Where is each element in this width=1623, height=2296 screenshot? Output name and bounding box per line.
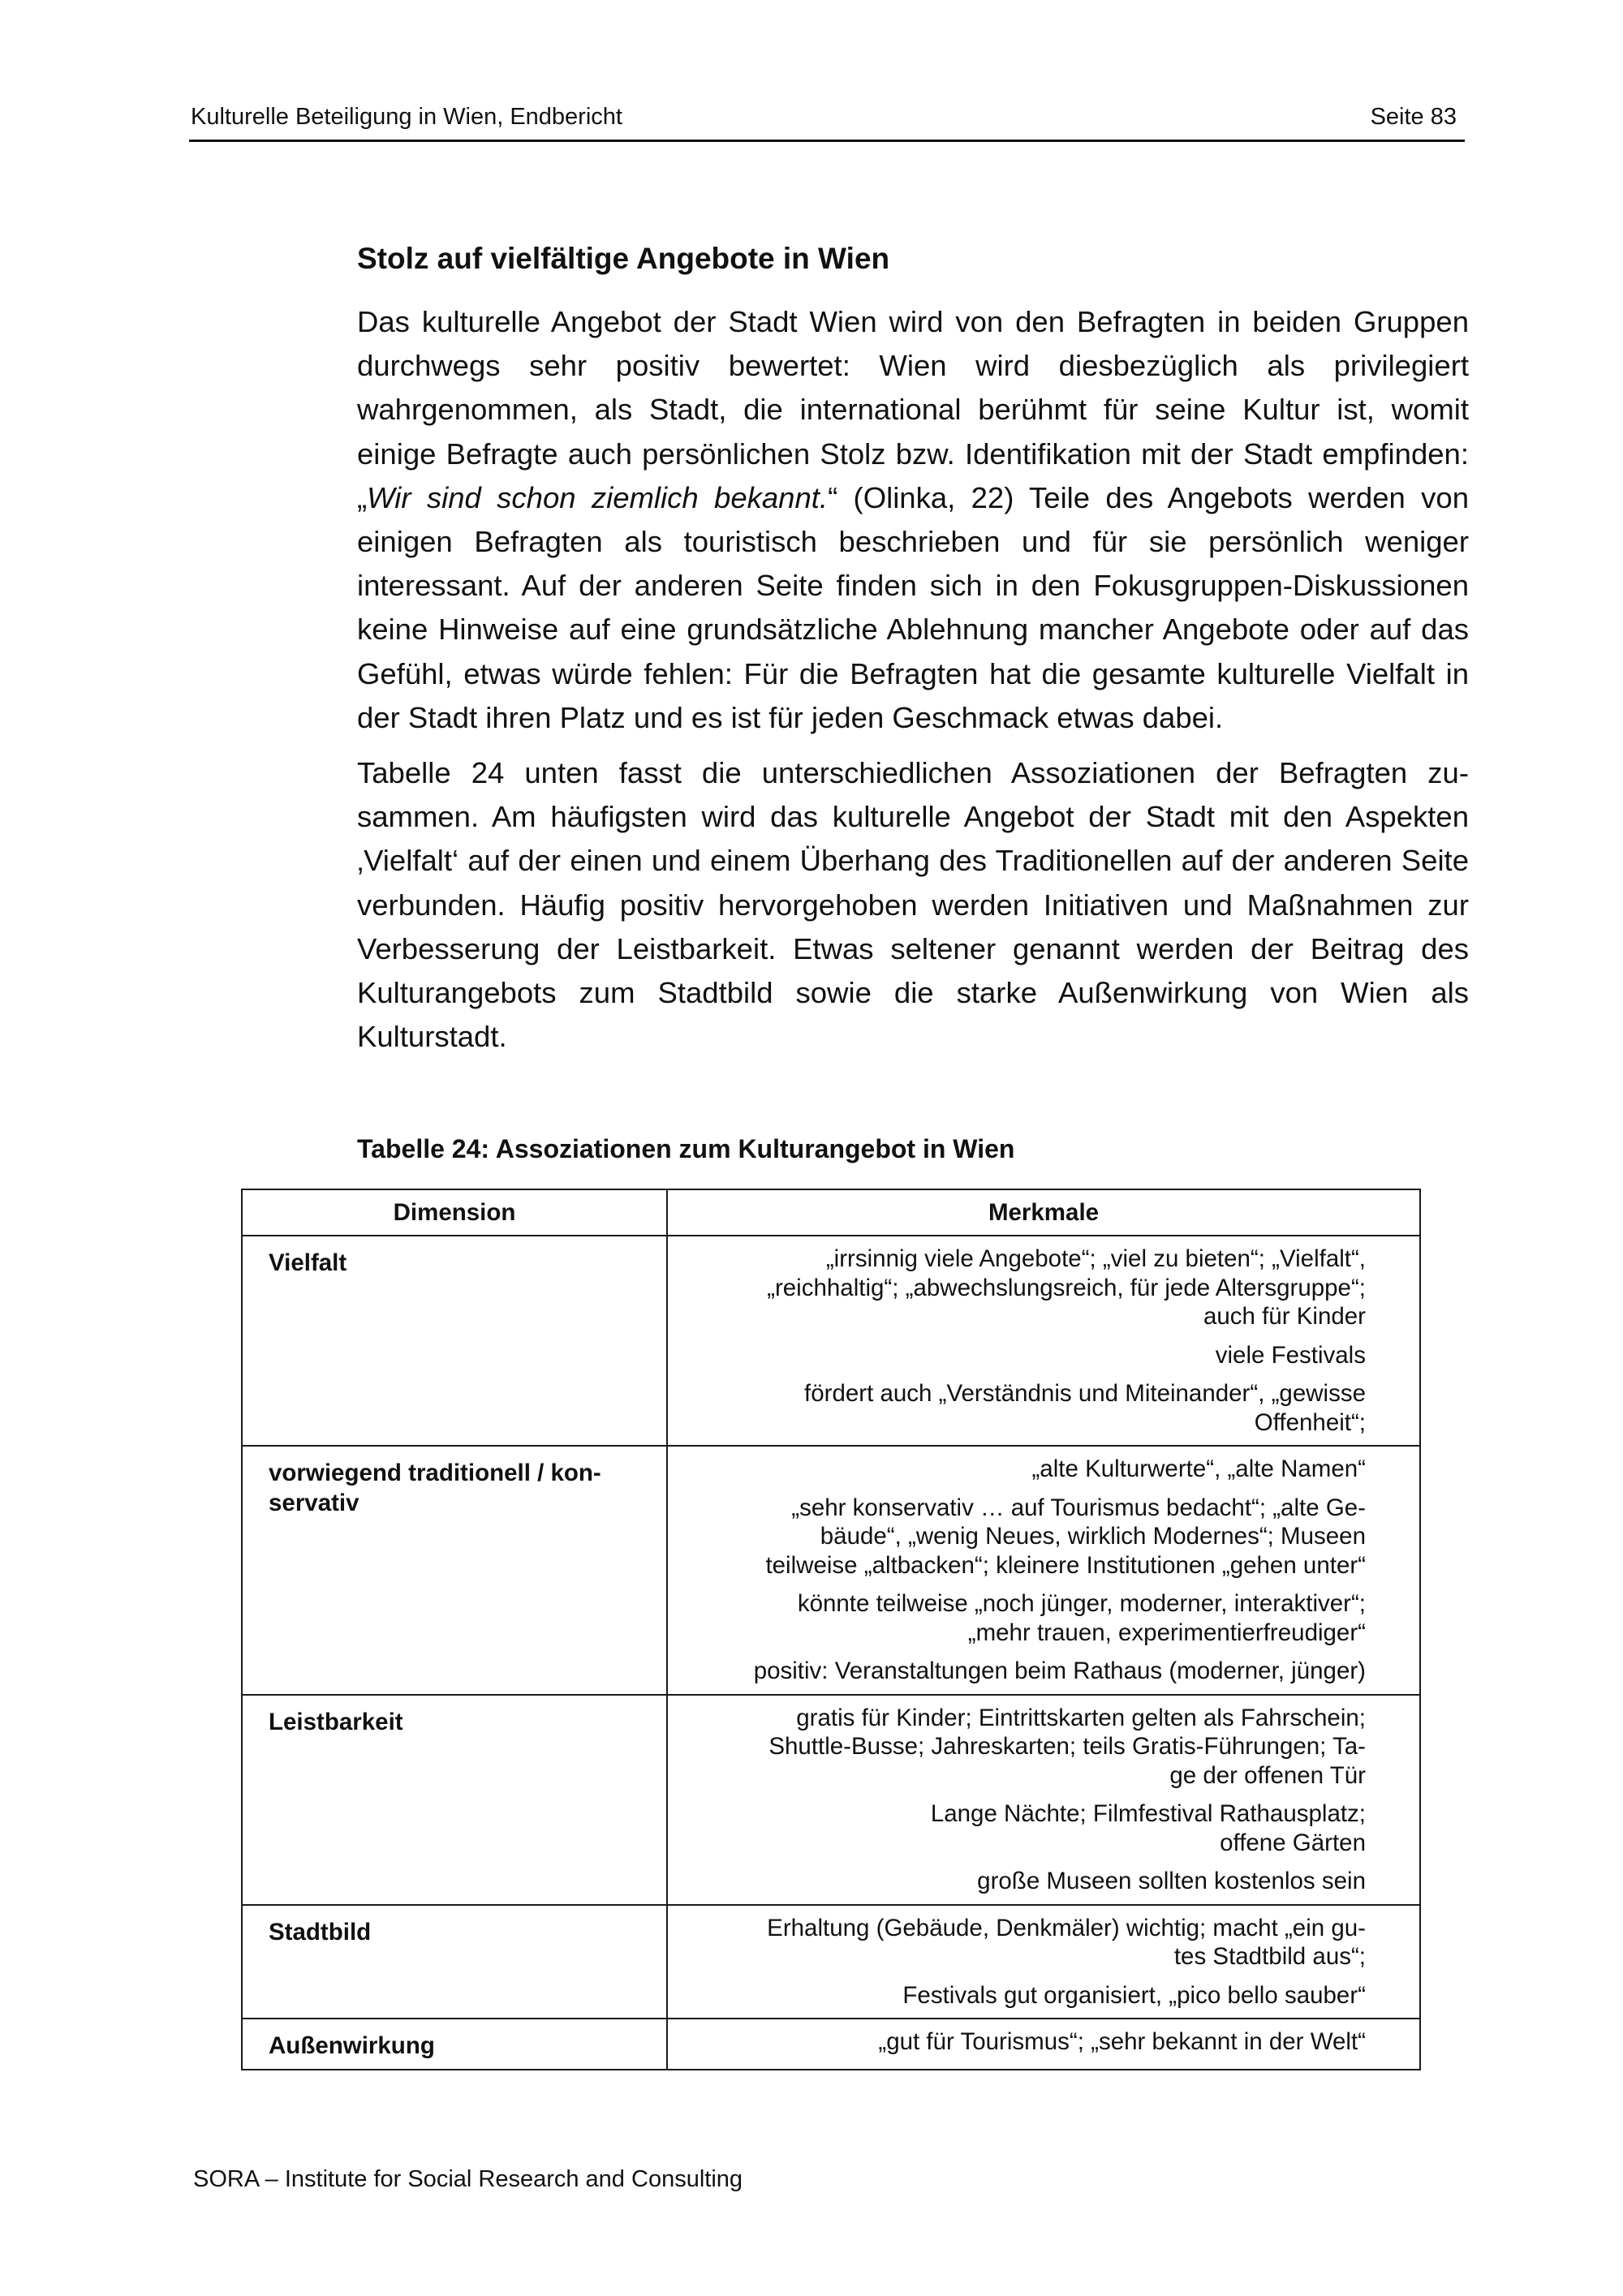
associations-table [241,1189,1421,2070]
merkmal-item [692,1341,1366,1370]
merkmal-text: Offenheit“; [1254,1408,1366,1436]
table-row [242,1695,1420,1905]
dimension-label: vorwiegend traditionell / kon- [269,1460,601,1486]
merkmal-item [692,1867,1366,1896]
merkmal-text: Lange Nächte; Filmfestival Rathausplatz; [930,1800,1366,1827]
merkmale-cell [667,2019,1420,2070]
merkmal-item [692,1981,1366,2010]
merkmal-text: teilweise „altbacken“; kleinere Institutionen „gehen unter“ [765,1551,1366,1579]
merkmal-text: „mehr trauen, experimentierfreudiger“ [967,1619,1366,1646]
dimension-label: servativ [269,1490,359,1516]
merkmal-text: könnte teilweise „noch jünger, moderner, interaktiver“; [797,1590,1366,1617]
merkmal-item [692,1657,1366,1686]
column-header-dimension: Dimension [242,1189,667,1236]
dimension-cell [242,1695,667,1905]
dimension-cell [242,1905,667,2019]
merkmal-item [692,1245,1366,1331]
merkmale-cell [667,1236,1420,1446]
merkmal-text: auch für Kinder [1203,1303,1366,1330]
merkmal-text: Festivals gut organisiert, „pico bello sauber“ [902,1981,1366,2009]
merkmal-item [692,1914,1366,1971]
table-body [242,1236,1420,2070]
dimension-label: Stadtbild [269,1918,372,1946]
merkmal-text: viele Festivals [1215,1341,1366,1369]
column-header-merkmale: Merkmale [667,1189,1420,1236]
table-row [242,2019,1420,2070]
merkmal-item [692,1455,1366,1484]
merkmal-text: ge der offenen Tür [1169,1761,1366,1789]
page-header [189,99,1465,142]
merkmal-text: „gut für Tourismus“; „sehr bekannt in der Welt“ [878,2028,1366,2055]
merkmale-cell [667,1446,1420,1695]
dimension-label: Außenwirkung [269,2032,435,2059]
merkmal-text: große Museen sollten kostenlos sein [977,1868,1366,1894]
page-number: Seite 83 [1370,104,1457,130]
merkmal-text: „sehr konservativ … auf Tourismus bedacht“; „alte Ge- [791,1494,1366,1521]
merkmal-text: gratis für Kinder; Eintrittskarten gelten als Fahrschein; [796,1704,1366,1731]
merkmale-cell [667,1905,1420,2019]
dimension-cell [242,2019,667,2070]
table-header-row [242,1189,1420,1236]
merkmal-item [692,1799,1366,1857]
table-row [242,1236,1420,1446]
paragraph-text: Das kulturelle Angebot der Stadt Wien wird von den Befragten in beiden Gruppen durchwegs sehr positiv bewertet: Wien wird diesbezüglich als privilegiert wahrgenommen, als Stadt, die international berühmt für seine Kultur ist, womit einige Befragte auch persönlichen Stolz bzw. Identifikation mit der Stadt empfinden: „ [357,305,1469,514]
merkmal-text: bäude“, „wenig Neues, wirklich Modernes“; Museen [820,1523,1366,1550]
merkmal-text: Erhaltung (Gebäude, Denkmäler) wichtig; macht „ein gu- [767,1914,1366,1941]
merkmal-item [692,1379,1366,1437]
merkmal-text: „reichhaltig“; „abwechslungsreich, für jede Altersgruppe“; [767,1274,1366,1301]
dimension-cell [242,1446,667,1695]
merkmal-text: positiv: Veranstaltungen beim Rathaus (moderner, jünger) [753,1658,1366,1684]
merkmal-item [692,2027,1366,2057]
table-row [242,1905,1420,2019]
merkmal-item [692,1494,1366,1580]
table-caption: Tabelle 24: Assoziationen zum Kulturangebot in Wien [357,1134,1015,1163]
merkmal-text: Shuttle-Busse; Jahreskarten; teils Gratis-Führungen; Ta- [768,1733,1366,1760]
paragraph-2: Tabelle 24 unten fasst die unterschiedlichen Assoziationen der Befragten zusammen. Am häufigsten wird das kulturelle Angebot der Stadt mit den Aspekten ‚Vielfalt‘ auf der einen und einem Überhang des Traditionellen auf der anderen Seite verbunden. Häufig positiv hervorgehoben werden Initiativen und Maßnahmen zur Verbesserung der Leistbarkeit. Etwas seltener genannt werden der Beitrag des Kulturangebots zum Stadtbild sowie die starke Außenwirkung von Wien als Kulturstadt. [357,756,1469,1054]
quotation: Wir sind schon ziemlich bekannt. [367,480,829,514]
merkmal-item [692,1589,1366,1647]
section-heading: Stolz auf vielfältige Angebote in Wien [357,242,890,275]
page-footer: SORA – Institute for Social Research and Consulting [193,2166,743,2192]
document-title: Kulturelle Beteiligung in Wien, Endbericht [191,104,622,130]
dimension-label: Leistbarkeit [269,1708,403,1735]
dimension-cell [242,1236,667,1446]
main-content [357,235,1469,1070]
merkmal-text: fördert auch „Verständnis und Miteinander“, „gewisse [804,1380,1366,1407]
paragraph-1 [357,300,1469,740]
table-row [242,1446,1420,1695]
merkmal-text: tes Stadtbild aus“; [1173,1943,1366,1970]
merkmal-text: „irrsinnig viele Angebote“; „viel zu bieten“; „Vielfalt“, [825,1245,1366,1272]
merkmal-item [692,1704,1366,1791]
merkmal-text: „alte Kulturwerte“, „alte Namen“ [1031,1455,1366,1482]
merkmale-cell [667,1695,1420,1905]
paragraph-text: “ (Olinka, 22) Teile des Angebots werden von einigen Befragten als touristisch beschrieben und für sie persönlich weniger interessant. Auf der anderen Seite finden sich in den Fokusgruppen-Diskussionen keine Hinweise auf eine grundsätzliche Ablehnung mancher Angebote oder auf das Gefühl, etwas würde fehlen: Für die Befragten hat die gesamte kulturelle Vielfalt in der Stadt ihren Platz und es ist für jeden Geschmack etwas dabei. [357,480,1470,734]
dimension-label: Vielfalt [269,1249,347,1276]
merkmal-text: offene Gärten [1220,1829,1366,1856]
